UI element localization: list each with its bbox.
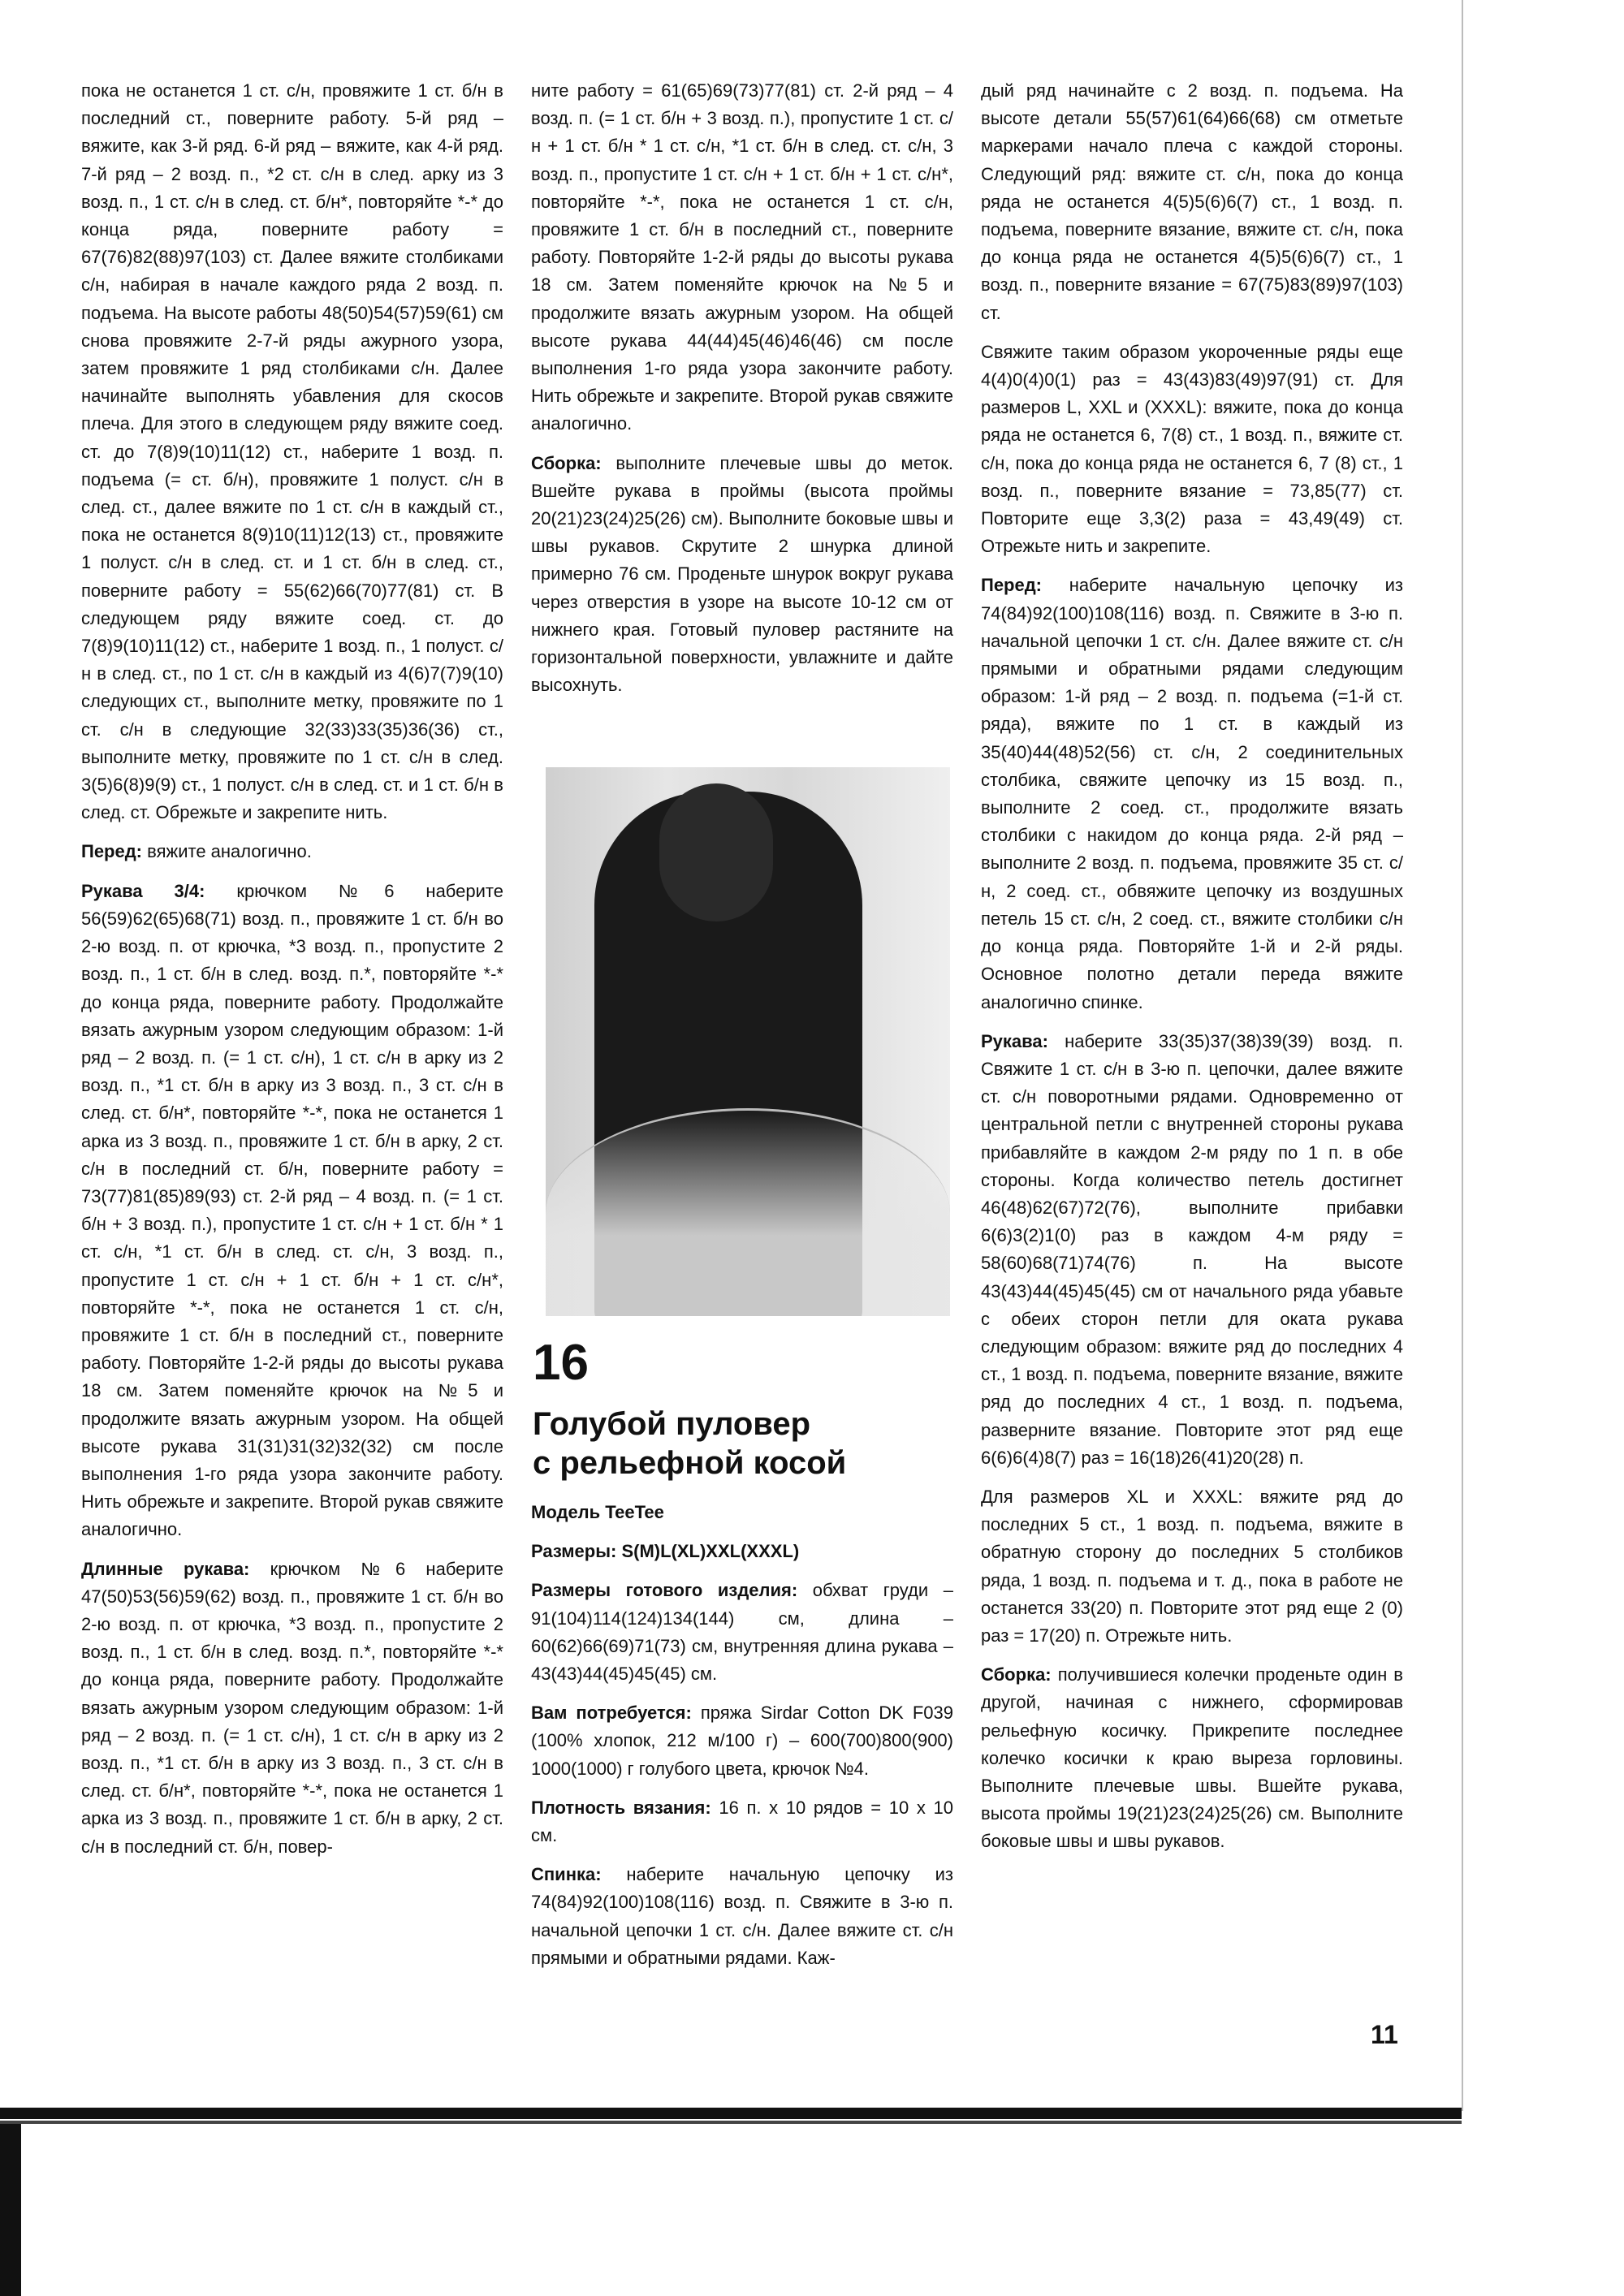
pattern-title-line: Голубой пуловер [533,1406,811,1442]
section-label: Вам потребуется: [531,1703,692,1724]
pattern-title [533,1405,955,1482]
body-text: наберите 33(35)37(38)39(39) возд. п. Свяжите 1 ст. с/н в 3-ю п. цепочки, далее вяжите ст. с/н поворотными рядами. Одновременно от центральной петли с внутренней стороны рукава прибавляйте в каждом 2-м ряду по 1 п. в обе стороны. Когда количество петель достигнет 46(48)62(67)72(76), выполните прибавки 6(6)3(2)1(0) раз в каждом 4-м ряду = 58(60)68(71)74(76) п. На высоте 43(43)44(45)45(45) см от начального ряда убавьте с обеих сторон петли для оката рукава следующим образом: вяжите ряд до последних 4 ст., 1 возд. п. подъема, поверните вязание, вяжите ряд до последних 4 ст., 1 возд. п. подъема, разверните вязание. Повторите этот ряд еще 6(6)6(4)8(7) раз = 16(18)26(41)20(28) п. [981,1030,1403,1468]
body-text: дый ряд начинайте с 2 возд. п. подъема. На высоте детали 55(57)61(64)66(68) см отметьте маркерами начало плеча с каждой стороны. Следующий ряд: вяжите ст. с/н, пока до конца ряда не останется 4(5)5(6)6(7) ст., 1 возд. п. подъема, поверните вязание, вяжите ст. с/н, пока до конца ряда не останется 4(5)5(6)6(7) ст., 1 возд. п., поверните вязание = 67(75)83(89)97(103) ст. [981,80,1403,323]
section-label: Спинка: [531,1864,602,1885]
paragraph [981,1028,1403,1472]
paragraph [81,878,503,1544]
body-text: Свяжите таким образом укороченные ряды еще 4(4)0(4)0(1) раз = 43(43)83(49)97(91) ст. Для размеров L, XXL и (XXXL): вяжите, пока до конца ряда не останется 6, 7(8) ст., 1 возд. п., вяжите ст. с/н, пока до конца ряда не останется 6, 7 (8) ст., 1 возд. п., поверните вязание = 73,85(77) ст. Повторите еще 3,3(2) раза = 43,49(49) ст. Отрежьте нить и закрепите. [981,341,1403,557]
paragraph [81,77,503,826]
pattern-details [531,1499,953,1983]
paragraph [981,572,1403,1016]
section-label: Перед: [81,841,143,862]
paragraph [81,1556,503,1861]
paragraph [81,838,503,865]
paragraph [981,339,1403,561]
section-label: Сборка: [981,1664,1052,1685]
scan-edge-strip [0,2124,21,2296]
body-text: пряжа Sirdar Cotton DK F039 (100% хлопок, 212 м/100 г) – 600(700)800(900) 1000(1000) г голубого цвета, крючок №4. [531,1703,953,1779]
section-label: Плотность вязания: [531,1797,711,1818]
paragraph [981,1483,1403,1650]
section-label: Рукава: [981,1030,1048,1051]
pattern-number: 16 [533,1335,589,1391]
body-text: ните работу = 61(65)69(73)77(81) ст. 2-й ряд – 4 возд. п. (= 1 ст. б/н + 3 возд. п.), пропустите 1 ст. с/н + 1 ст. б/н * 1 ст. с/н, *1 ст. б/н в след. ст. с/н, 3 возд. п., пропустите 1 ст. с/н + 1 ст. б/н + 1 ст. с/н*, повторяйте *-*, пока не останется 1 ст. с/н, провяжите 1 ст. б/н в последний ст., поверните работу. Повторяйте 1-2-й ряды до высоты рукава 18 см. Затем поменяйте крючок на №5 и продолжите вязать ажурным узором. На общей высоте рукава 44(44)45(46)46(46) см после выполнения 1-го ряда узора закончите работу. Нить обрежьте и закрепите. Второй рукав свяжите аналогично. [531,80,953,434]
text-column-3 [981,77,1403,1867]
pattern-title-line: с рельефной косой [533,1445,847,1481]
paragraph [981,1661,1403,1855]
section-label: Размеры: [531,1541,617,1562]
body-text: вяжите аналогично. [142,841,312,862]
model-credit: Модель TeeTee [531,1502,664,1522]
section-label: Рукава 3/4: [81,880,205,901]
paragraph [981,77,1403,327]
scan-edge-line [0,2121,1462,2124]
paragraph [531,1699,953,1783]
sizes-value: S(M)L(XL)XXL(XXXL) [616,1541,800,1562]
body-text: выполните плечевые швы до меток. Вшейте рукава в проймы (высота проймы 20(21)23(24)25(26) см). Выполните боковые швы и швы рукавов. Скрутите 2 шнурка длиной примерно 76 см. Проденьте шнурок вокруг рукава через отверстия в узоре на высоте 10-12 см от нижнего края. Готовый пуловер растяните на горизонтальной поверхности, увлажните и дайте высохнуть. [531,452,953,696]
body-text: крючком №6 наберите 56(59)62(65)68(71) возд. п., провяжите 1 ст. б/н во 2-ю возд. п. от крючка, *3 возд. п., пропустите 2 возд. п., 1 ст. б/н в след. возд. п.*, повторяйте *-* до конца ряда, поверните работу. Продолжайте вязать ажурным узором следующим образом: 1-й ряд – 2 возд. п. (= 1 ст. с/н), 1 ст. с/н в арку из 2 возд. п., *1 ст. б/н в арку из 3 возд. п., 3 ст. с/н в след. ст. б/н*, повторяйте *-*, пока не останется 1 арка из 3 возд. п., провяжите 1 ст. б/н в арку, 2 ст. с/н в последний ст. б/н, поверните работу = 73(77)81(85)89(93) ст. 2-й ряд – 4 возд. п. (= 1 ст. б/н + 3 возд. п.), пропустите 1 ст. с/н + 1 ст. б/н * 1 ст. с/н, *1 ст. б/н в след. ст. с/н, 3 возд. п., пропустите 1 ст. с/н + 1 ст. б/н + 1 ст. с/н*, повторяйте *-*, пока не останется 1 ст. с/н, провяжите 1 ст. б/н в последний ст., поверните работу. Повторяйте 1-2-й ряды до высоты рукава 18 см. Затем поменяйте крючок на №5 и продолжите вязать ажурным узором. На общей высоте рукава 31(31)31(32)32(32) см после выполнения 1-го ряда узора закончите работу. Нить обрежьте и закрепите. Второй рукав свяжите аналогично. [81,880,503,1540]
scan-edge-bar [0,2108,1462,2119]
body-text: обхват груди – 91(104)114(124)134(144) см, длина – 60(62)66(69)71(73) см, внутренняя длина рукава – 43(43)44(45)45(45) см. [531,1580,954,1685]
model-head [659,783,773,921]
body-text: пока не останется 1 ст. с/н, провяжите 1 ст. б/н в последний ст., поверните работу. 5-й ряд – вяжите, как 3-й ряд. 6-й ряд – вяжите, как 4-й ряд. 7-й ряд – 2 возд. п., *2 ст. с/н в след. арку из 3 возд. п., 1 ст. с/н в след. ст. б/н*, повторяйте *-* до конца ряда, поверните работу = 67(76)82(88)97(103) ст. Далее вяжите столбиками с/н, набирая в начале каждого ряда 2 возд. п. подъема. На высоте работы 48(50)54(57)59(61) см снова провяжите 2-7-й ряды ажурного узора, затем провяжите 1 ряд столбиками с/н. Далее начинайте выполнять убавления для скосов плеча. Для этого в следующем ряду вяжите соед. ст. до 7(8)9(10)11(12) ст., наберите 1 возд. п. подъема (= ст. б/н), провяжите 1 полуст. с/н в след. ст., далее вяжите по 1 ст. с/н в каждый ст., пока не останется 8(9)10(11)12(13) ст., провяжите 1 полуст. с/н в след. ст. и 1 ст. б/н в след. ст., поверните работу = 55(62)66(70)77(81) ст. В следующем ряду вяжите соед. ст. до 7(8)9(10)11(12) ст., наберите 1 возд. п., 1 полуст. с/н в след. ст., по 1 ст. с/н в каждый из 4(6)7(7)9(10) следующих ст., выполните метку, провяжите по 1 ст. с/н в следующие 32(33)33(35)36(36) ст., выполните метку, провяжите по 1 ст. с/н в след. 3(5)6(8)9(9) ст., 1 полуст. с/н в след. ст. и 1 ст. б/н в след. ст. Обрежьте и закрепите нить. [81,80,503,823]
paragraph [531,1794,953,1849]
body-text: наберите начальную цепочку из 74(84)92(100)108(116) возд. п. Свяжите в 3-ю п. начальной цепочки 1 ст. с/н. Далее вяжите ст. с/н прямыми и обратными рядами. Каж- [531,1864,953,1968]
section-label: Длинные рукава: [81,1558,250,1579]
section-label: Размеры готового изделия: [531,1580,798,1601]
text-column-2 [531,77,953,710]
body-text: наберите начальную цепочку из 74(84)92(100)108(116) возд. п. Свяжите в 3-ю п. начальной цепочки 1 ст. с/н. Далее вяжите ст. с/н прямыми и обратными рядами следующим образом: 1-й ряд – 2 возд. п. подъема (=1-й ст. ряда), вяжите по 1 ст. в каждый из 35(40)44(48)52(56) ст. с/н, 2 соединительных столбика, свяжите цепочку из 15 возд. п., выполните 2 соед. ст., продолжите вязать столбики с накидом до конца ряда. 2-й ряд – выполните 2 возд. п. подъема, провяжите 35 ст. с/н, 2 соед. ст., обвяжите цепочку из воздушных петель 15 ст. с/н, 2 соед. ст., вяжите столбики с/н до конца ряда. Повторяйте 1-й и 2-й ряды. Основное полотно детали переда вяжите аналогично спинке. [981,575,1403,1012]
paragraph [531,1861,953,1972]
paragraph [531,1538,953,1565]
body-text: получившиеся колечки проденьте один в другой, начиная с нижнего, сформировав рельефную косичку. Прикрепите последнее колечко косички к краю выреза горловины. Выполните плечевые швы. Вшейте рукава, высота проймы 19(21)23(24)25(26) см. Выполните боковые швы и швы рукавов. [981,1664,1403,1852]
paragraph [531,77,953,438]
paragraph [531,1499,953,1526]
page-number: 11 [1371,2020,1398,2049]
page-spine [1462,0,1463,2111]
paragraph [531,1577,953,1688]
section-label: Перед: [981,575,1043,596]
body-text: 16 п. х 10 рядов = 10 х 10 см. [531,1797,953,1846]
text-column-1 [81,77,503,1872]
paragraph [531,450,953,700]
model-photo [546,767,950,1316]
body-text: Для размеров XL и XXXL: вяжите ряд до последних 5 ст., 1 возд. п. подъема, вяжите в обратную сторону до последних 5 столбиков ряда, 1 возд. п. подъема и т. д., пока в работе не останется 33(20) п. Повторите этот ряд еще 2 (0) раз = 17(20) п. Отрежьте нить. [981,1486,1403,1646]
body-text: крючком №6 наберите 47(50)53(56)59(62) возд. п., провяжите 1 ст. б/н во 2-ю возд. п. от крючка, *3 возд. п., пропустите 2 возд. п., 1 ст. б/н в след. возд. п.*, повторяйте *-* до конца ряда, поверните работу. Продолжайте вязать ажурным узором следующим образом: 1-й ряд – 2 возд. п. (= 1 ст. с/н), 1 ст. с/н в арку из 2 возд. п., *1 ст. б/н в арку из 3 возд. п., 3 ст. с/н в след. ст. б/н*, повторяйте *-*, пока не останется 1 арка из 3 возд. п., провяжите 1 ст. б/н в арку, 2 ст. с/н в последний ст. б/н, повер- [81,1558,503,1857]
section-label: Сборка: [531,452,602,473]
photo-foreground [546,1108,950,1316]
